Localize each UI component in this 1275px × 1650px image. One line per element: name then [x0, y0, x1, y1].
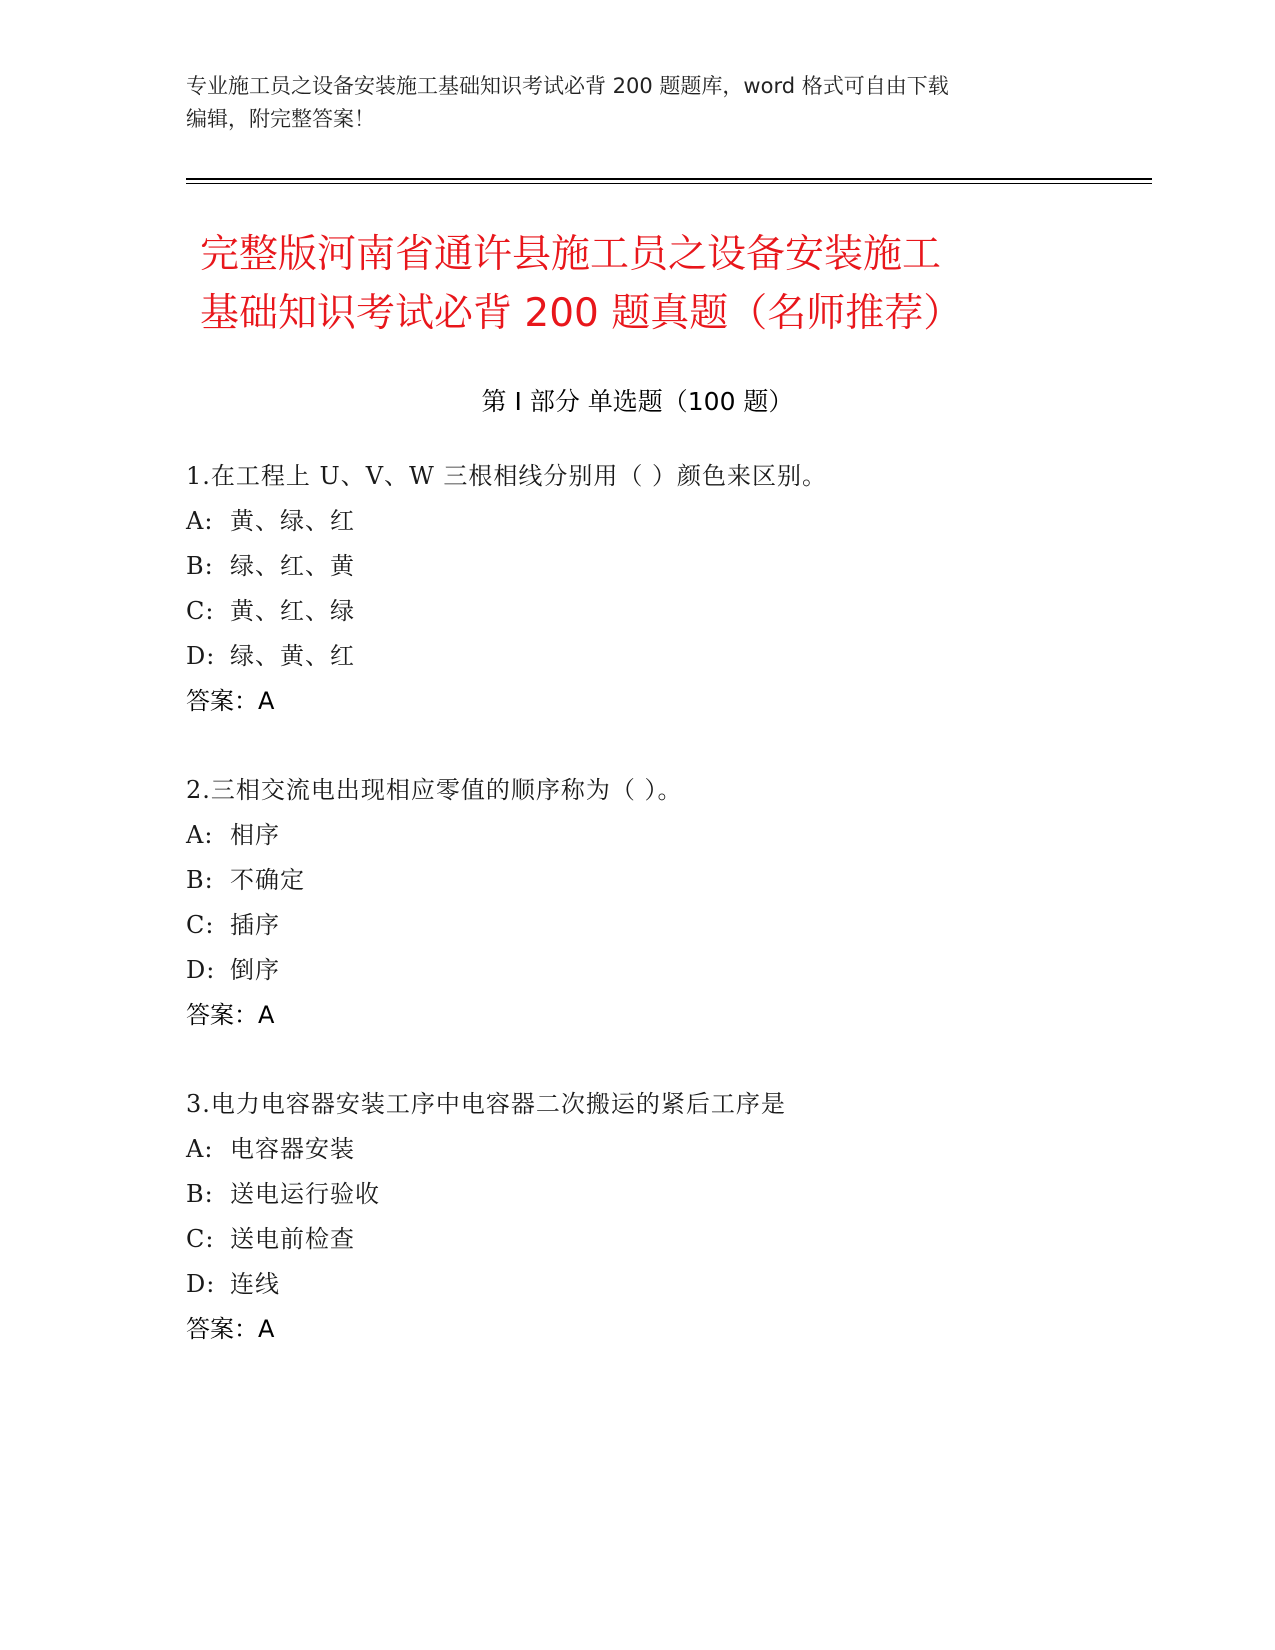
- option-text: 电容器安装: [230, 1135, 355, 1163]
- option-letter: D:: [186, 642, 216, 670]
- option-d: [186, 641, 1136, 671]
- question-stem: 3.电力电容器安装工序中电容器二次搬运的紧后工序是: [186, 1090, 786, 1118]
- question-stem: 1.在工程上 U、V、W 三根相线分别用（ ）颜色来区别。: [186, 462, 828, 490]
- option-letter: D:: [186, 1270, 216, 1298]
- option-text: 黄、绿、红: [230, 507, 355, 535]
- document-title: 完整版河南省通许县施工员之设备安装施工 基础知识考试必背 200 题真题（名师推荐）: [200, 232, 963, 336]
- option-text: 绿、红、黄: [230, 552, 355, 580]
- option-text: 不确定: [230, 866, 305, 894]
- option-letter: A:: [186, 507, 214, 535]
- question-3: [186, 1089, 1136, 1344]
- option-text: 送电前检查: [230, 1225, 355, 1253]
- option-text: 送电运行验收: [230, 1180, 380, 1208]
- option-a: [186, 1134, 1136, 1164]
- header-divider-thin: [186, 183, 1152, 184]
- answer-line: 答案：A: [186, 1001, 275, 1029]
- option-letter: D:: [186, 956, 216, 984]
- option-letter: C:: [186, 911, 215, 939]
- option-text: 黄、红、绿: [230, 597, 355, 625]
- option-b: [186, 1179, 1136, 1209]
- section-heading: 第 I 部分 单选题（100 题）: [481, 387, 794, 416]
- option-text: 绿、黄、红: [230, 642, 355, 670]
- answer-line: 答案：A: [186, 1315, 275, 1343]
- option-letter: B:: [186, 1180, 214, 1208]
- option-a: [186, 506, 1136, 536]
- option-letter: A:: [186, 821, 214, 849]
- question-2: [186, 775, 1136, 1030]
- header-note: 专业施工员之设备安装施工基础知识考试必背 200 题题库，word 格式可自由下载 编辑，附完整答案！: [186, 74, 949, 131]
- option-letter: C:: [186, 597, 215, 625]
- option-text: 相序: [230, 821, 280, 849]
- answer-line: 答案：A: [186, 687, 275, 715]
- option-c: [186, 596, 1136, 626]
- option-text: 倒序: [230, 956, 280, 984]
- option-b: [186, 551, 1136, 581]
- option-text: 连线: [230, 1270, 280, 1298]
- option-letter: B:: [186, 866, 214, 894]
- option-d: [186, 955, 1136, 985]
- option-letter: A:: [186, 1135, 214, 1163]
- option-letter: C:: [186, 1225, 215, 1253]
- option-c: [186, 910, 1136, 940]
- option-c: [186, 1224, 1136, 1254]
- option-letter: B:: [186, 552, 214, 580]
- question-stem: 2.三相交流电出现相应零值的顺序称为（ ）。: [186, 776, 683, 804]
- option-b: [186, 865, 1136, 895]
- question-1: [186, 461, 1136, 716]
- option-d: [186, 1269, 1136, 1299]
- header-divider-thick: [186, 178, 1152, 180]
- option-text: 插序: [230, 911, 280, 939]
- option-a: [186, 820, 1136, 850]
